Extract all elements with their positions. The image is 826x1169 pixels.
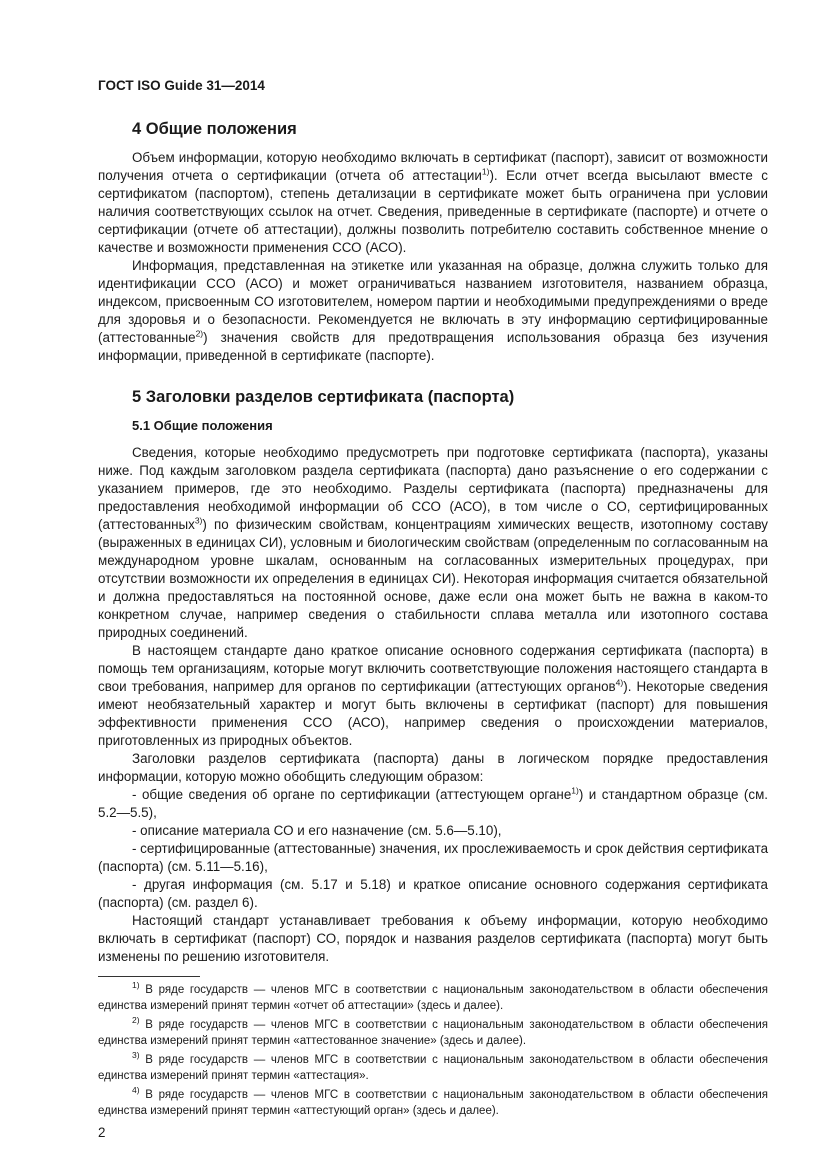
section-4-paragraph-1 [98,149,768,257]
text-run: ). Если отчет всегда высылают вместе с сертификатом (паспортом), степень детализации в сертификате может быть ограничена при условии наличия соответствующих ссылок на отчет. Сведения, приведенные в сертификате (паспорте) и отчете о сертификации (отчете об аттестации), должны позволить потребителю составить собственное мнение о качестве и возможности применения ССО (АСО). [98,168,768,255]
footnote-text: В ряде государств — членов МГС в соответствии с национальным законодательством в области обеспечения единства измерений принят термин «отчет об аттестации» (здесь и далее). [98,984,768,1012]
footnote-mark: 3) [132,1050,140,1061]
text-run: - общие сведения об органе по сертификации (аттестующем органе [132,787,572,802]
footnote-text: В ряде государств — членов МГС в соответствии с национальным законодательством в области обеспечения единства измерений принят термин «аттестация». [98,1054,768,1082]
section-5-heading: 5 Заголовки разделов сертификата (паспорта) [132,388,515,406]
text-run: Информация, представленная на этикетке или указанная на образце, должна служить только для идентификации ССО (АСО) и может ограничиваться названием изготовителя, названием образца, индексом, присвоенным СО изготовителем, номером партии и необходимыми предупреждениями о вреде для здоровья и о безопасности. Рекомендуется не включать в эту информацию сертифицированные (аттестованные [98,258,768,345]
footnote-text: В ряде государств — членов МГС в соответствии с национальным законодательством в области обеспечения единства измерений принят термин «аттестующий орган» (здесь и далее). [98,1089,768,1117]
footnote-2 [98,1015,768,1049]
section-5-paragraph-3: Заголовки разделов сертификата (паспорта) даны в логическом порядке предоставления информации, которую можно обобщить следующим образом: [98,751,768,784]
list-item-2: - описание материала СО и его назначение (см. 5.6—5.10), [132,823,502,838]
list-item-3: - сертифицированные (аттестованные) значения, их прослеживаемость и срок действия сертификата (паспорта) (см. 5.11—5.16), [98,841,769,874]
section-4-paragraph-2 [98,257,768,365]
footnote-mark: 1) [132,980,140,991]
text-run: Сведения, которые необходимо предусмотреть при подготовке сертификата (паспорта), указаны ниже. Под каждым заголовком раздела сертификата (паспорта) дано разъяснение о его содержании с указанием примеров, где это необходимо. Разделы сертификата (паспорта) предназначены для предоставления необходимой информации об ССО (АСО), в том числе о СО, сертифицированных (аттестованных [98,445,768,532]
section-5-paragraph-2 [98,642,768,750]
section-4-heading: 4 Общие положения [132,120,297,138]
list-item-4: - другая информация (см. 5.17 и 5.18) и краткое описание основного содержания сертификата (паспорта) (см. раздел 6). [98,877,768,910]
section-5-paragraph-1 [98,444,768,642]
footnote-1 [98,980,768,1014]
text-run: ). Некоторые сведения имеют необязательный характер и могут быть включены в сертификат (паспорт) для повышения эффективности применения ССО (АСО), например сведения о происхождении материалов, приготовленных из природных объектов. [98,679,768,748]
footnote-3 [98,1050,768,1084]
text-run: ) и стандартном образце (см. 5.2—5.5), [98,787,768,820]
footnote-ref: 1) [481,166,490,177]
footnote-ref: 3) [194,515,203,526]
footnote-mark: 4) [132,1085,140,1096]
page-number: 2 [98,1125,106,1140]
footnote-divider [98,976,200,977]
section-5-paragraph-4: Настоящий стандарт устанавливает требования к объему информации, которую необходимо включать в сертификат (паспорт) СО, порядок и названия разделов сертификата (паспорта) могут быть изменены по решению изготовителя. [98,913,768,964]
text-run: Объем информации, которую необходимо включать в сертификат (паспорт), зависит от возможности получения отчета о сертификации (отчета об аттестации [98,150,768,183]
list-item-1 [98,786,768,822]
footnote-ref: 4) [615,677,624,688]
text-run: ) значения свойств для предотвращения использования образца без изучения информации, приведенной в сертификате (паспорте). [98,330,768,363]
text-run: ) по физическим свойствам, концентрациям химических веществ, изотопному составу (выраженных в единицах СИ), условным и биологическим свойствам (определенным по согласованным на международном уровне шкалам, основанным на согласованных измерительных процедурах, при отсутствии возможности их определения в единицах СИ). Некоторая информация считается обязательной и должна предоставляться на постоянной основе, даже если она может быть не важна в каком-то конкретном случае, например сведения о стабильности сплава металла или изотопного состава природных соединений. [98,517,768,640]
text-run: В настоящем стандарте дано краткое описание основного содержания сертификата (паспорта) в помощь тем организациям, которые могут включить соответствующие положения настоящего стандарта в свои требования, например для органов по сертификации (аттестующих органов [98,643,768,694]
footnote-ref: 2) [195,328,204,339]
footnote-ref: 1) [571,785,579,796]
footnote-mark: 2) [132,1015,140,1026]
subsection-5-1-heading: 5.1 Общие положения [132,418,273,433]
footnote-4 [98,1085,768,1119]
document-page [98,78,768,1140]
running-title: ГОСТ ISO Guide 31—2014 [98,78,265,93]
footnote-text: В ряде государств — членов МГС в соответствии с национальным законодательством в области обеспечения единства измерений принят термин «аттестованное значение» (здесь и далее). [98,1019,768,1047]
